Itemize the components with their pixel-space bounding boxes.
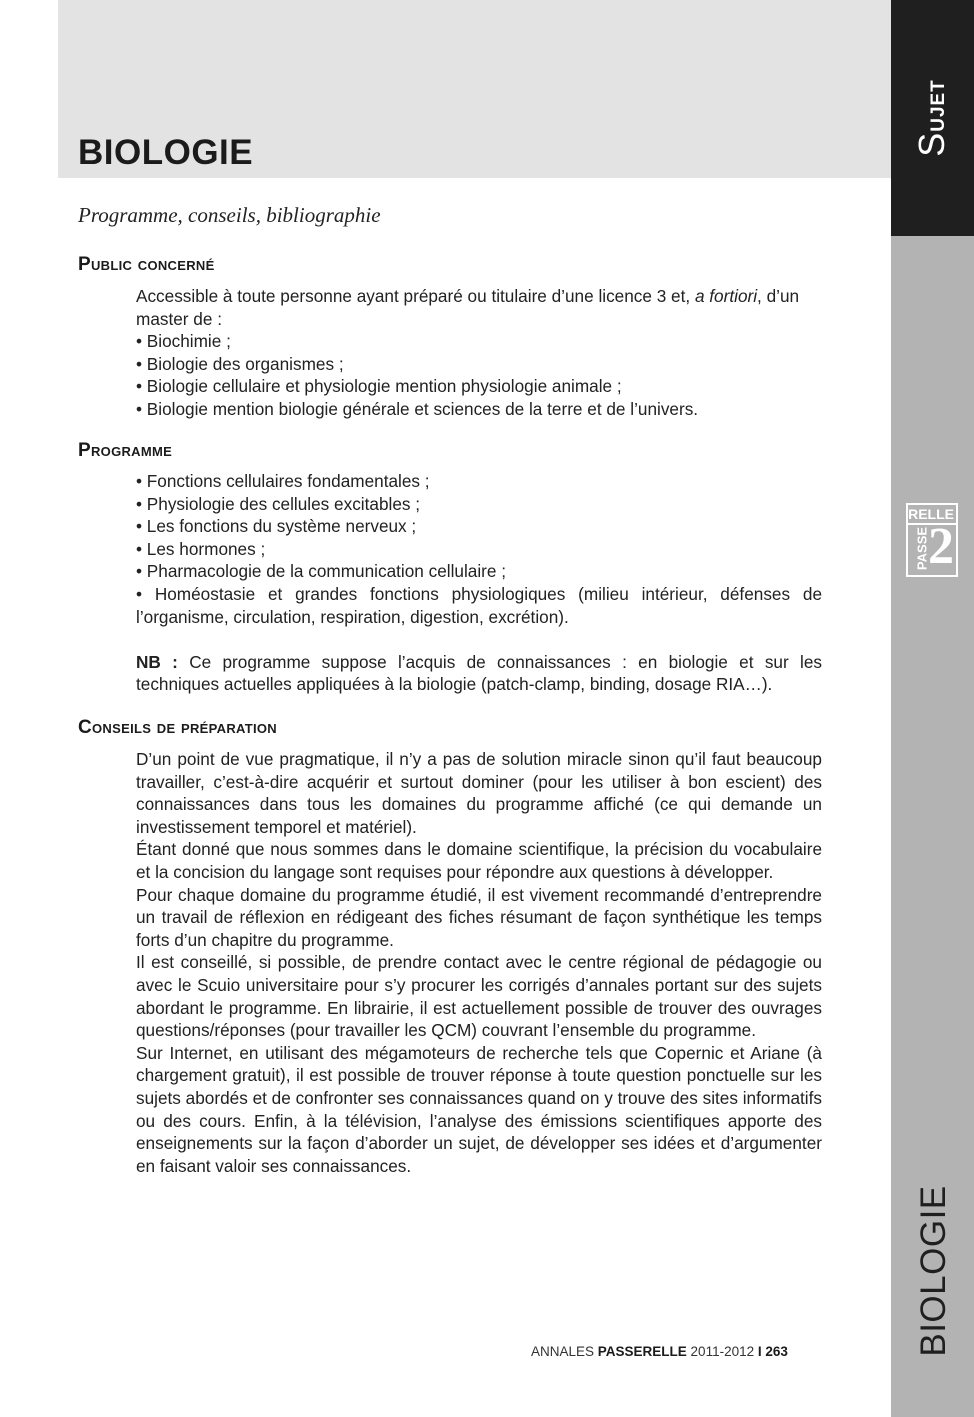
list-item: • Biochimie ; xyxy=(136,331,231,352)
programme-section-body xyxy=(136,470,822,696)
logo-relle-text: RELLE xyxy=(908,505,956,525)
section-heading-programme: Programme xyxy=(78,440,173,461)
section-heading-conseils: Conseils de préparation xyxy=(78,717,277,738)
conseils-section-body xyxy=(136,748,822,1177)
list-item: • Homéostasie et grandes fonctions physiologiques (milieu intérieur, défenses de xyxy=(136,583,822,604)
list-item: • Pharmacologie de la communication cellulaire ; xyxy=(136,561,507,582)
section-heading-public: Public concerné xyxy=(78,254,215,275)
page-footer: ANNALES PASSERELLE 2011-2012 I 263 xyxy=(531,1344,788,1359)
list-item: • Physiologie des cellules excitables ; xyxy=(136,493,421,514)
paragraph: Étant donné que nous sommes dans le domaine scientifique, la précision du vocabulaire et la concision du langage sont requises pour répondre aux questions à développer. xyxy=(136,839,822,882)
paragraph: Sur Internet, en utilisant des mégamoteurs de recherche tels que Copernic et Ariane (à chargement gratuit), il est possible de trouver réponse à toute question ponctuelle sur les sujets abordés et de confronter ses connaissances quand on y trouve des sites informatifs ou des cours. Enfin, à la télévision, l’analyse des émissions scientifiques apporte des enseignements sur la façon d’aborder un sujet, de développer ses idées et d’argumenter en faisant valoir ses connaissances. xyxy=(136,1042,822,1176)
sidebar-tab-label: Sujet xyxy=(911,79,952,157)
passerelle-logo xyxy=(906,503,958,577)
logo-passe-text: PASSE xyxy=(914,526,930,571)
logo-number: 2 xyxy=(928,518,954,575)
list-item: • Biologie mention biologie générale et sciences de la terre et de l’univers. xyxy=(136,398,699,419)
list-item-continuation: l’organisme, circulation, respiration, digestion, excrétion). xyxy=(136,606,569,627)
paragraph: Pour chaque domaine du programme étudié, il est vivement recommandé d’entreprendre un travail de réflexion en rédigeant des fiches résumant de façon synthétique les temps forts d’un chapitre du programme. xyxy=(136,884,822,950)
list-item: • Les hormones ; xyxy=(136,538,266,559)
list-item: • Fonctions cellulaires fondamentales ; xyxy=(136,471,430,491)
page-title: BIOLOGIE xyxy=(78,133,254,172)
paragraph: D’un point de vue pragmatique, il n’y a pas de solution miracle sinon qu’il faut beaucoup travailler, c’est-à-dire acquérir et surtout dominer (pour les utiliser à bon escient) des connaissances dans tous les domaines du programme affiché (ce qui demande un investissement temporel et matériel). xyxy=(136,749,822,837)
list-item: • Biologie cellulaire et physiologie mention physiologie animale ; xyxy=(136,376,622,397)
nb-note: NB : Ce programme suppose l’acquis de connaissances : en biologie et sur les techniques actuelles appliquées à la biologie (patch-clamp, binding, dosage RIA…). xyxy=(136,651,823,695)
sidebar-subject-label: BIOLOGIE xyxy=(914,1185,953,1357)
public-intro: Accessible à toute personne ayant préparé ou titulaire d’une licence 3 et, a fortiori, d’un master de : xyxy=(136,286,800,329)
page-subtitle: Programme, conseils, bibliographie xyxy=(78,203,381,227)
public-section-body xyxy=(136,285,822,421)
list-item: • Les fonctions du système nerveux ; xyxy=(136,516,417,537)
paragraph: Il est conseillé, si possible, de prendre contact avec le centre régional de pédagogie ou avec le Scuio universitaire pour s’y procurer les corrigés d’annales portant sur des sujets abordant le programme. En librairie, il est actuellement possible de trouver des ouvrages questions/réponses (pour travailler les QCM) couvrant l’ensemble du programme. xyxy=(136,952,822,1041)
list-item: • Biologie des organismes ; xyxy=(136,353,344,374)
